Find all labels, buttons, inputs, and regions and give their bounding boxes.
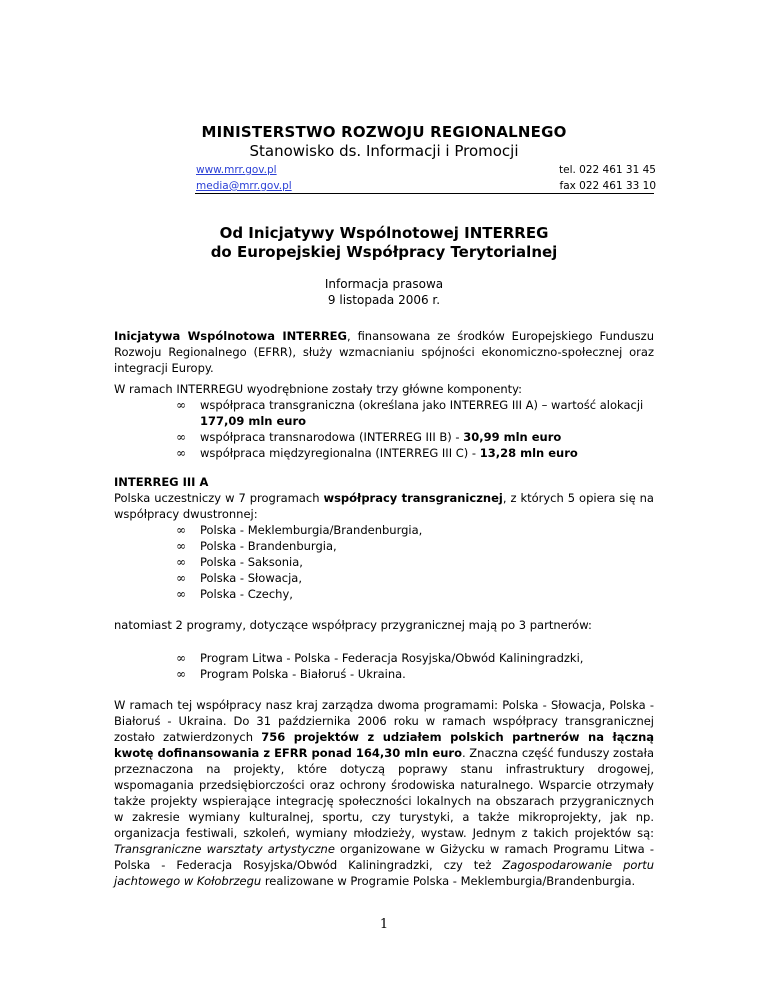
fax-number: fax 022 461 33 10 — [559, 180, 656, 192]
document-title — [0, 224, 768, 262]
final-italic-2: Zagospodarowanie portu jachtowego w Kołobrzegu — [114, 858, 654, 888]
components-lead — [114, 381, 654, 397]
section-a-heading: INTERREG III A — [114, 475, 209, 489]
para-bold: współpracy transgranicznej — [323, 491, 503, 505]
component-text: współpraca transnarodowa (INTERREG III B) - — [200, 430, 464, 444]
component-amount: 177,09 mln euro — [200, 414, 307, 428]
infinity-bullet-icon: ∞ — [176, 523, 186, 537]
infinity-bullet-icon: ∞ — [176, 555, 186, 569]
program-name: Polska - Brandenburgia, — [200, 539, 337, 553]
press-release-label: Informacja prasowa — [324, 277, 444, 291]
intro-rest: , finansowana ze środków Europejskiego Funduszu Rozwoju Regionalnego (EFRR), służy wzmacnianiu spójności ekonomiczno-społecznej oraz integracji Europy. — [114, 329, 654, 375]
trilateral-lead-text: natomiast 2 programy, dotyczące współpracy przygranicznej mają po 3 partnerów: — [114, 618, 592, 632]
component-text: współpraca międzyregionalna (INTERREG III C) - — [200, 446, 480, 460]
infinity-bullet-icon: ∞ — [176, 398, 186, 412]
infinity-bullet-icon: ∞ — [176, 430, 186, 444]
component-text: współpraca transgraniczna (określana jako INTERREG III A) – wartość alokacji — [200, 398, 644, 412]
department-name: Stanowisko ds. Informacji i Promocji — [249, 142, 519, 160]
infinity-bullet-icon: ∞ — [176, 667, 186, 681]
tel-number: tel. 022 461 31 45 — [559, 164, 656, 176]
infinity-bullet-icon: ∞ — [176, 539, 186, 553]
final-text-3: organizowane w Giżycku w ramach Programu Litwa - Polska - Federacja Rosyjska/Obwód Kaliningradzki, czy też — [114, 842, 654, 872]
component-amount: 13,28 mln euro — [479, 446, 578, 460]
para-start: Polska uczestniczy w 7 programach — [114, 491, 324, 505]
title-line-1: Od Inicjatywy Wspólnotowej INTERREG — [219, 224, 549, 242]
header-divider — [195, 193, 654, 194]
program-name: Polska - Saksonia, — [200, 555, 303, 569]
intro-paragraph — [114, 328, 654, 376]
website-link[interactable]: www.mrr.gov.pl — [196, 164, 277, 176]
list-item — [176, 522, 654, 538]
list-item — [176, 666, 666, 682]
section-a — [114, 474, 654, 522]
para-end: , z których 5 opiera się na współpracy dwustronnej: — [114, 491, 654, 521]
infinity-bullet-icon: ∞ — [176, 587, 186, 601]
press-info — [0, 276, 768, 308]
trilateral-list — [176, 650, 666, 682]
list-item — [176, 429, 654, 445]
final-bold: 756 projektów z udziałem polskich partnerów na łączną kwotę dofinansowania z EFRR ponad 164,30 mln euro — [114, 730, 655, 760]
page-number: 1 — [379, 917, 389, 932]
intro-bold: Inicjatywa Wspólnotowa INTERREG — [114, 329, 347, 343]
final-text-4: realizowane w Programie Polska - Meklemburgia/Brandenburgia. — [261, 874, 636, 888]
section-a-paragraph — [114, 490, 654, 522]
program-name: Polska - Słowacja, — [200, 571, 302, 585]
components-lead-text: W ramach INTERREGU wyodrębnione zostały trzy główne komponenty: — [114, 382, 522, 396]
trilateral-lead — [114, 617, 654, 633]
title-line-2: do Europejskiej Współpracy Terytorialnej — [210, 243, 558, 261]
ministry-name: MINISTERSTWO ROZWOJU REGIONALNEGO — [201, 123, 567, 141]
infinity-bullet-icon: ∞ — [176, 446, 186, 460]
infinity-bullet-icon: ∞ — [176, 651, 186, 665]
final-italic-1: Transgraniczne warsztaty artystyczne — [114, 842, 335, 856]
program-name: Program Polska - Białoruś - Ukraina. — [200, 667, 406, 681]
components-list — [176, 397, 654, 461]
final-paragraph — [114, 697, 654, 889]
list-item — [176, 554, 654, 570]
bilateral-list — [176, 522, 654, 602]
contact-links — [196, 162, 292, 194]
final-text-1: W ramach tej współpracy nasz kraj zarządza dwoma programami: Polska - Słowacja, Polska - Białoruś - Ukraina. Do 31 października 2006 roku w ramach współpracy transgranicznej zostało zatwierdzonych — [114, 698, 654, 744]
infinity-bullet-icon: ∞ — [176, 571, 186, 585]
list-item — [176, 570, 654, 586]
email-link[interactable]: media@mrr.gov.pl — [196, 180, 292, 192]
final-text-2: . Znaczna część funduszy została przeznaczona na projekty, które dotyczą poprawy stanu infrastruktury drogowej, wspomagania przedsiębiorczości oraz ochrony środowiska naturalnego. Wsparcie otrzymały także projekty wspierające integrację społeczności lokalnych na obszarach przygranicznych w zakresie wymiany kulturalnej, sportu, czy turystyki, a także mikroprojekty, jak np. organizacja festiwali, szkoleń, wymiany młodzieży, wystaw. Jednym z takich projektów są: — [114, 746, 654, 840]
program-name: Polska - Czechy, — [200, 587, 293, 601]
list-item — [176, 397, 654, 429]
list-item — [176, 586, 654, 602]
component-amount: 30,99 mln euro — [463, 430, 562, 444]
list-item — [176, 538, 654, 554]
list-item — [176, 445, 654, 461]
list-item — [176, 650, 666, 666]
contact-phones — [559, 162, 656, 194]
press-date: 9 listopada 2006 r. — [327, 293, 441, 307]
program-name: Program Litwa - Polska - Federacja Rosyjska/Obwód Kaliningradzki, — [200, 651, 584, 665]
program-name: Polska - Meklemburgia/Brandenburgia, — [200, 523, 423, 537]
